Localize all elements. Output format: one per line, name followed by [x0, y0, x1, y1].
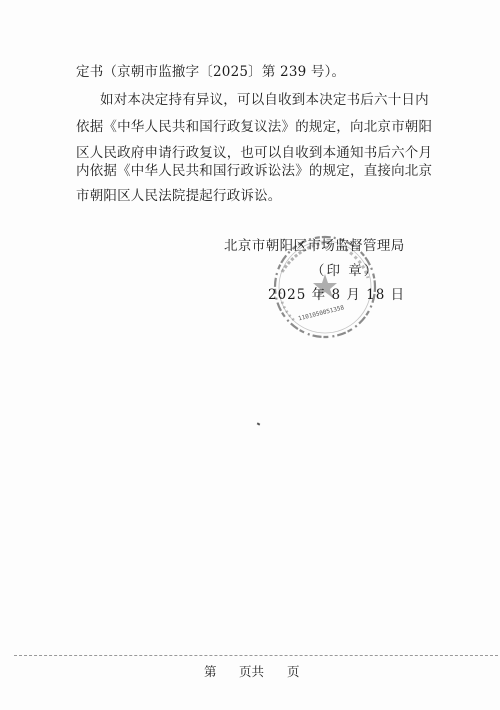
body-line-2: 如对本决定持有异议，可以自收到本决定书后六十日内 [100, 92, 429, 108]
seal-number: 1101050051358 [297, 304, 345, 323]
issuing-authority: 北京市朝阳区市场监督管理局 [224, 238, 405, 254]
footer-page-mid: 页共 [239, 664, 265, 679]
footer-page-prefix: 第 [204, 664, 217, 679]
issue-date: 2025 年 8 月 18 日 [268, 287, 406, 303]
body-line-4: 区人民政府申请行政复议，也可以自收到本通知书后六个月 [76, 145, 433, 161]
footer-divider [14, 655, 498, 656]
footer-page-suffix: 页 [287, 664, 300, 679]
body-line-1: 定书（京朝市监撤字〔2025〕第 239 号）。 [76, 64, 346, 80]
scan-speck [257, 422, 261, 425]
body-line-3: 依据《中华人民共和国行政复议法》的规定，向北京市朝阳 [76, 119, 433, 135]
seal-label: （印 章） [311, 263, 380, 279]
body-line-6: 市朝阳区人民法院提起行政诉讼。 [76, 188, 282, 204]
body-line-5: 内依据《中华人民共和国行政诉讼法》的规定，直接向北京 [76, 163, 433, 179]
